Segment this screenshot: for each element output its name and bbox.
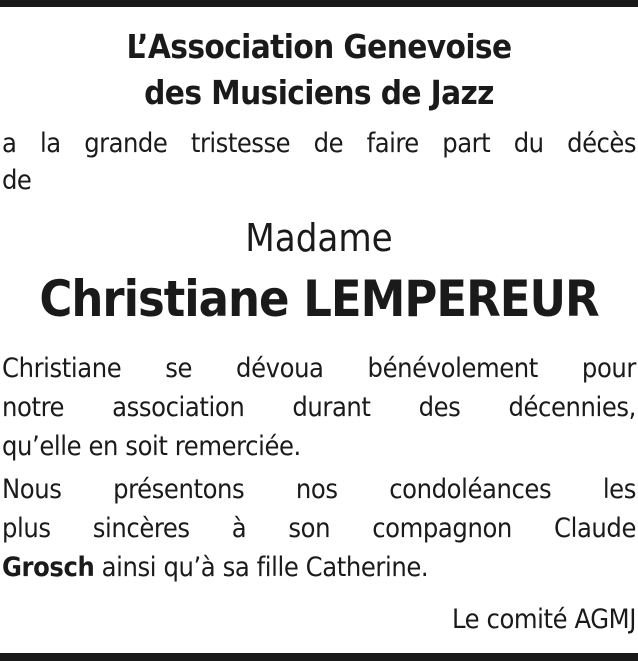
association-name-line2: des Musiciens de Jazz <box>144 73 494 112</box>
top-border-rule <box>0 0 638 7</box>
intro-text-line2: de <box>2 165 32 196</box>
body-text-line5: plus sincères à son compagnon Claude <box>2 513 636 544</box>
body-text-line2: notre association durant des décennies, <box>2 392 636 423</box>
body-text-line6-rest: ainsi qu’à sa fille Catherine. <box>94 552 429 583</box>
intro-text-line1: a la grande tristesse de faire part du décès <box>2 128 636 159</box>
companion-surname: Grosch <box>2 552 95 583</box>
association-name-line1: L’Association Genevoise <box>126 27 512 66</box>
deceased-name: Christiane LEMPEREUR <box>39 270 599 328</box>
signature: Le comité AGMJ <box>451 604 636 635</box>
body-text-line6 <box>2 551 638 585</box>
deceased-title: Madame <box>245 216 393 260</box>
body-text-line4: Nous présentons nos condoléances les <box>2 474 636 505</box>
bottom-border-rule <box>0 653 638 661</box>
body-text-line3: qu’elle en soit remerciée. <box>2 431 301 462</box>
body-text-line1: Christiane se dévoua bénévolement pour <box>2 353 636 384</box>
